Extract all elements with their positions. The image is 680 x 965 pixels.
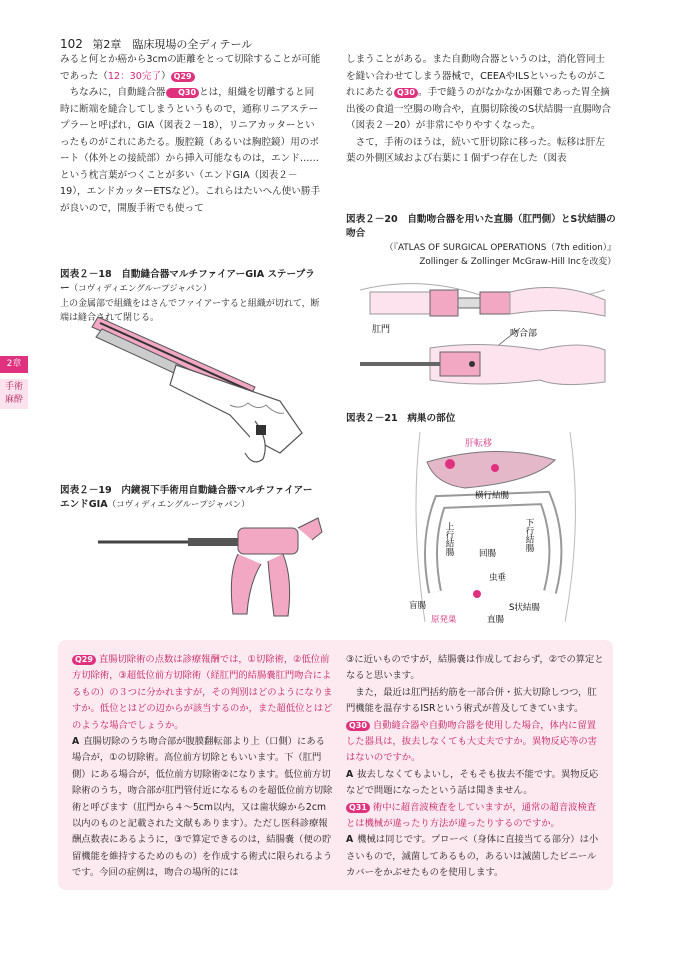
- text: とは，組織を切離すると同時に断端を縫合してしまうというもので，通称リニアステープラーと呼ばれ，GIA（図表２－18），リニアカッターといったものがこれにあたる。腹腔鏡（あるいは胸腔鏡）用のポート（体外との接続部）から挿入可能なものは，エンド……という枕言葉がつくことが多い（エンドGIA（図表２－19），エンドカッターETSなど）。これらはたいへん使い勝手が良いので，開腹手術でも使って: [60, 87, 321, 214]
- label-ileum: 回腸: [479, 549, 497, 559]
- qa-left-column: [72, 652, 334, 882]
- qa-right-column: [346, 652, 604, 882]
- chapter-tab: 2章: [0, 356, 28, 373]
- right-paragraph-1: しまうことがある。また自動吻合器というのは，消化管同士を縫い合わせてしまう器械で，CEEAやILSといったものがこれにあたる Q30 。手で縫うのがなかなか困難であった胃全摘出後の食道一空腸の吻合や，直腸切除後のS状結腸一直腸吻合（図表２－20）が非常にやりやすくなった。: [346, 54, 611, 131]
- a30: A 抜去しなくてもよいし，そもそも抜去不能です。異物反応などで問題になったという話は聞きません。: [346, 768, 599, 797]
- label-rectum: 直腸: [487, 615, 505, 625]
- question-badge[interactable]: Q29: [72, 655, 96, 665]
- right-column-text: [346, 52, 614, 168]
- q30: Q30 自動縫合器や自動吻合器を使用した場合，体内に留置した器具は，抜去しなくても大丈夫ですか。異物反応等の害はないのですか。: [346, 719, 598, 764]
- label-anus: 肛門: [372, 325, 391, 335]
- time-highlight: 12：30完了: [107, 70, 162, 82]
- text: みると何とか癌から3cmの距離をとって切除することが可能であった（: [60, 54, 321, 82]
- label-anastomosis: 吻合部: [510, 329, 538, 339]
- figure-2-19-caption: 図表２－19 内鏡視下手術用自動縫合器マルチファイアーエンドGIA（コヴィディエングループジャパン）: [60, 485, 313, 510]
- a29: A 直腸切除のうち吻合部が腹膜翻転部より上（口側）にある場合が，①の切除術。高位前方切除ともいいます。下（肛門側）にある場合が，低位前方切除術②になります。低位前方切除術のうち，吻合部が肛門管付近になるものを超低位前方切除術と呼びます（肛門から４～5cm以内，又は歯状線から2cm以内のものと記載された文献もあります）。ただし医科診療報酬点数表にあるように，③で算定できるのは，結腸嚢（便の貯留機能を維持するためのもの）を作成する術式に限られるようです。今回の症例は，吻合の場所的には: [72, 736, 333, 879]
- a29-continued: ③に近いものですが，結腸嚢は作成しておらず，②での算定となると思います。: [346, 654, 604, 682]
- figure-2-20-anastomosis-illustration: [360, 270, 610, 400]
- figure-2-19-endo-stapler-illustration: [88, 514, 328, 629]
- figure-title: 図表２－18 自動縫合器マルチファイアーGIA ステープラー（コヴィディエングループジャパン）: [60, 269, 315, 294]
- figure-caption: 上の金属部で組織をはさんでファイアーすると組織が切れて，断端は縫合されて閉じる。: [60, 299, 320, 323]
- right-paragraph-2: さて，手術のほうは，続いて肝切除に移った。転移は肝左葉の外側区域および右葉に１個ずつ存在した（図表: [346, 136, 605, 164]
- left-column-text: [60, 52, 322, 217]
- figure-title: 図表２－20 自動吻合器を用いた直腸（肛門側）とS状結腸の吻合: [346, 214, 616, 239]
- text: ）: [161, 70, 171, 82]
- page-number: 102: [60, 37, 83, 51]
- label-appendix: 虫垂: [489, 573, 507, 583]
- figure-2-20-caption: [346, 213, 616, 269]
- topic-line-2: 麻酔: [4, 395, 23, 405]
- label-descending-colon: 下行結腸: [524, 518, 534, 552]
- figure-2-21-colon-diagram: [405, 432, 585, 627]
- label-primary-tumor: 原発巣: [431, 615, 457, 625]
- label-liver-metastasis: 肝転移: [465, 439, 493, 449]
- label-sigmoid-colon: S状結腸: [509, 603, 540, 613]
- figure-source: （『ATLAS OF SURGICAL OPERATIONS（7th edition）』Zollinger & Zollinger McGraw-Hill Incを改変）: [384, 243, 616, 267]
- left-paragraph-1: [60, 52, 322, 85]
- chapter-title: 第2章 臨床現場の全ディテール: [92, 38, 253, 51]
- question-badge[interactable]: Q30: [166, 88, 200, 98]
- q31: Q31 術中に超音波検査をしていますが，通常の超音波検査とは機械が違ったり方法が違ったりするのですか。: [346, 801, 597, 830]
- question-badge[interactable]: Q31: [346, 803, 370, 813]
- question-badge[interactable]: Q29: [171, 72, 195, 82]
- text: ちなみに，自動縫合器: [69, 87, 166, 98]
- label-cecum: 盲腸: [409, 601, 427, 611]
- left-paragraph-2: [60, 85, 322, 217]
- page-header: [60, 36, 252, 52]
- figure-2-18-stapler-illustration: [80, 305, 320, 470]
- topic-line-1: 手術: [4, 382, 23, 392]
- a31: A 機械は同じです。プローベ（身体に直接当てる部分）は小さいもので，滅菌してあるもの，あるいは滅菌したビニールカバーをかぶせたものを使用します。: [346, 834, 599, 879]
- figure-2-21-title: 図表２－21 病巣の部位: [346, 413, 456, 424]
- question-badge[interactable]: Q30: [346, 721, 370, 731]
- q29: Q29 直腸切除術の点数は診療報酬では，①切除術，②低位前方切除術，③超低位前方切除術（経肛門的結腸嚢肛門吻合によるもの）の３つに分かれますが，その判別はどのようになりますか。低位とはどの辺からが該当するのか，また超低位とはどのような場合でしょうか。: [72, 654, 333, 731]
- question-badge[interactable]: Q30: [394, 88, 418, 98]
- label-ascending-colon: 上行結腸: [444, 522, 454, 556]
- a29-extra: また，最近は肛門括約筋を一部合併・拡大切除しつつ，肛門機能を温存するISRという術式が普及してきています。: [346, 686, 597, 715]
- label-transverse-colon: 横行結腸: [475, 491, 510, 501]
- topic-tab: [0, 379, 28, 409]
